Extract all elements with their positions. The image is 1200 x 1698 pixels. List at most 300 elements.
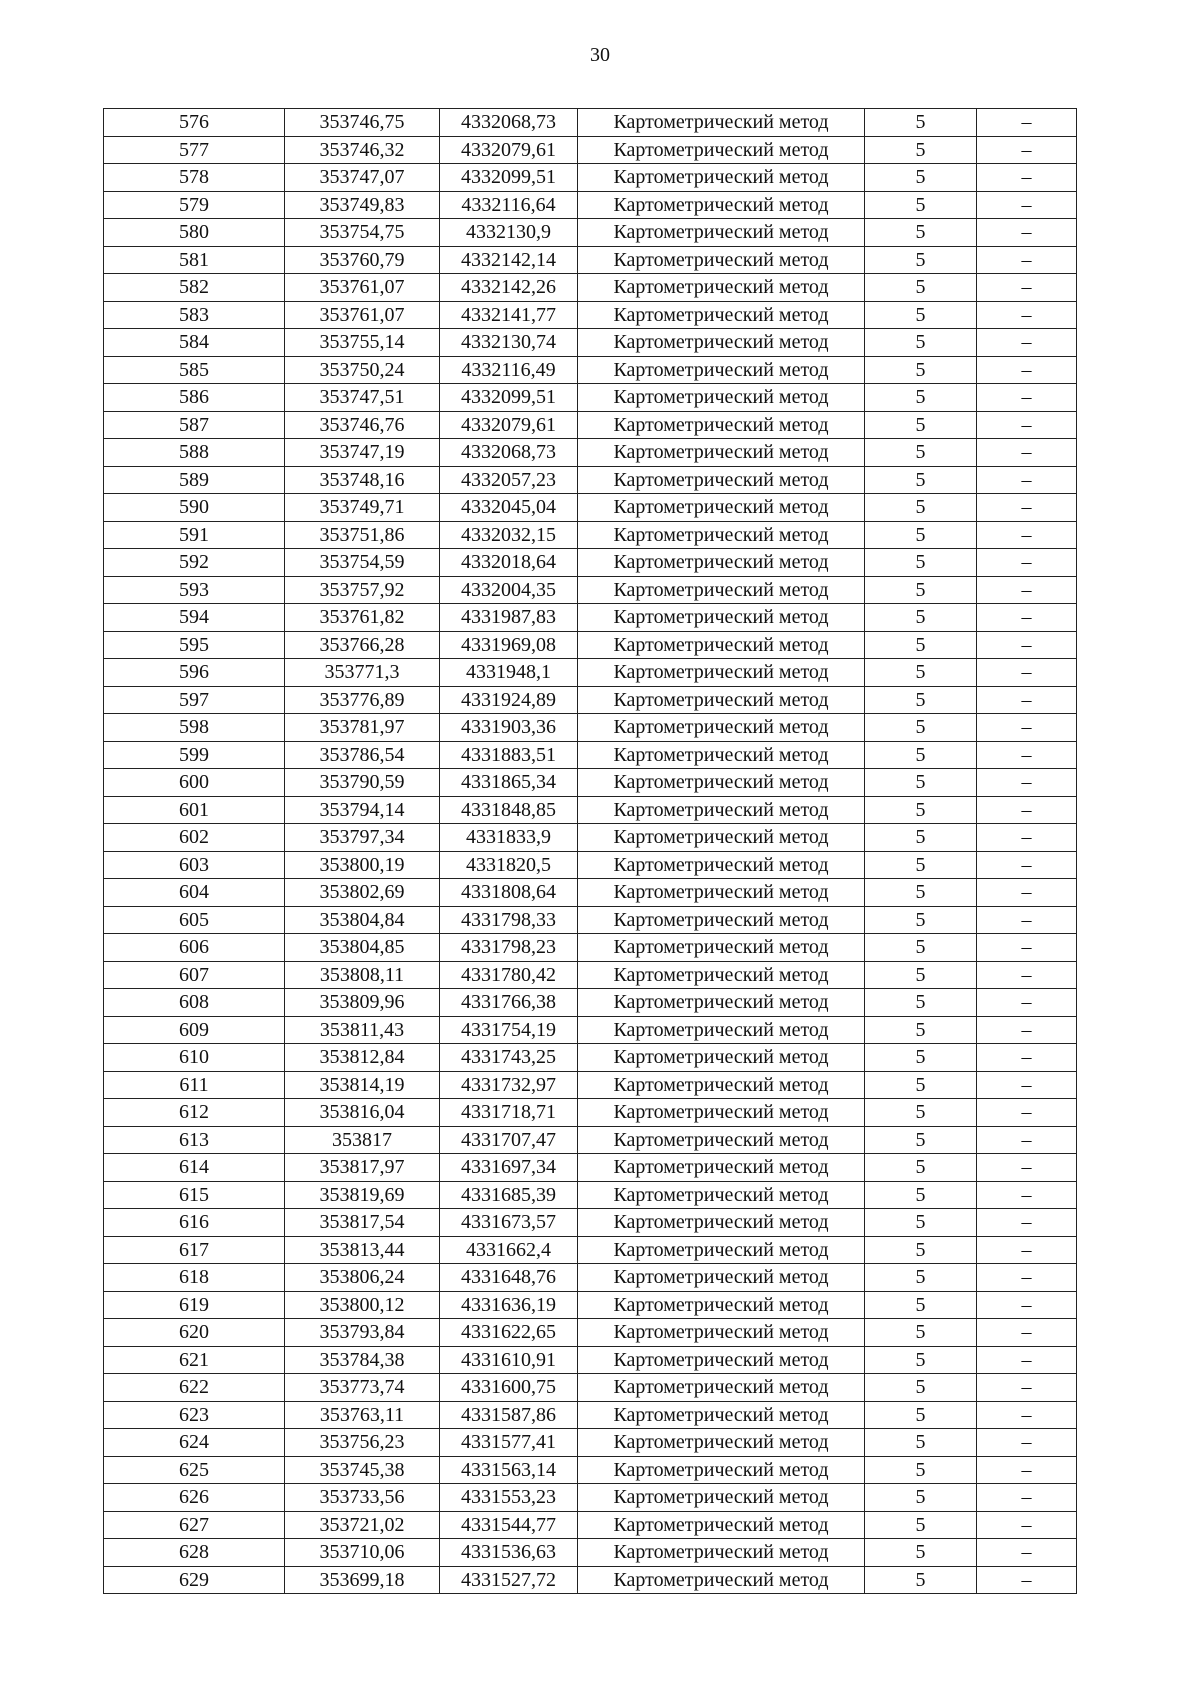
table-row xyxy=(104,109,1077,137)
x-coordinate-cell: 353808,11 xyxy=(285,961,440,989)
method-cell: Картометрический метод xyxy=(578,906,865,934)
table-row xyxy=(104,1319,1077,1347)
description-cell: – xyxy=(977,1511,1077,1539)
point-number-cell: 597 xyxy=(104,686,285,714)
y-coordinate-cell: 4331780,42 xyxy=(440,961,578,989)
accuracy-cell: 5 xyxy=(865,1511,977,1539)
method-cell: Картометрический метод xyxy=(578,659,865,687)
method-cell: Картометрический метод xyxy=(578,356,865,384)
point-number-cell: 607 xyxy=(104,961,285,989)
description-cell: – xyxy=(977,466,1077,494)
accuracy-cell: 5 xyxy=(865,549,977,577)
x-coordinate-cell: 353786,54 xyxy=(285,741,440,769)
y-coordinate-cell: 4331732,97 xyxy=(440,1071,578,1099)
point-number-cell: 610 xyxy=(104,1044,285,1072)
description-cell: – xyxy=(977,769,1077,797)
y-coordinate-cell: 4331987,83 xyxy=(440,604,578,632)
point-number-cell: 612 xyxy=(104,1099,285,1127)
y-coordinate-cell: 4331648,76 xyxy=(440,1264,578,1292)
accuracy-cell: 5 xyxy=(865,466,977,494)
point-number-cell: 588 xyxy=(104,439,285,467)
point-number-cell: 624 xyxy=(104,1429,285,1457)
table-row xyxy=(104,1346,1077,1374)
method-cell: Картометрический метод xyxy=(578,631,865,659)
method-cell: Картометрический метод xyxy=(578,1566,865,1594)
table-row xyxy=(104,329,1077,357)
y-coordinate-cell: 4331833,9 xyxy=(440,824,578,852)
y-coordinate-cell: 4331848,85 xyxy=(440,796,578,824)
description-cell: – xyxy=(977,824,1077,852)
point-number-cell: 601 xyxy=(104,796,285,824)
y-coordinate-cell: 4331600,75 xyxy=(440,1374,578,1402)
table-row xyxy=(104,1566,1077,1594)
table-row xyxy=(104,769,1077,797)
y-coordinate-cell: 4331577,41 xyxy=(440,1429,578,1457)
y-coordinate-cell: 4331808,64 xyxy=(440,879,578,907)
x-coordinate-cell: 353809,96 xyxy=(285,989,440,1017)
point-number-cell: 599 xyxy=(104,741,285,769)
description-cell: – xyxy=(977,1374,1077,1402)
point-number-cell: 580 xyxy=(104,219,285,247)
accuracy-cell: 5 xyxy=(865,989,977,1017)
description-cell: – xyxy=(977,1181,1077,1209)
accuracy-cell: 5 xyxy=(865,246,977,274)
description-cell: – xyxy=(977,714,1077,742)
point-number-cell: 615 xyxy=(104,1181,285,1209)
y-coordinate-cell: 4331883,51 xyxy=(440,741,578,769)
x-coordinate-cell: 353812,84 xyxy=(285,1044,440,1072)
y-coordinate-cell: 4331697,34 xyxy=(440,1154,578,1182)
accuracy-cell: 5 xyxy=(865,494,977,522)
table-row xyxy=(104,191,1077,219)
method-cell: Картометрический метод xyxy=(578,466,865,494)
method-cell: Картометрический метод xyxy=(578,714,865,742)
description-cell: – xyxy=(977,796,1077,824)
y-coordinate-cell: 4332045,04 xyxy=(440,494,578,522)
method-cell: Картометрический метод xyxy=(578,604,865,632)
accuracy-cell: 5 xyxy=(865,576,977,604)
table-row xyxy=(104,934,1077,962)
description-cell: – xyxy=(977,686,1077,714)
description-cell: – xyxy=(977,1209,1077,1237)
x-coordinate-cell: 353797,34 xyxy=(285,824,440,852)
table-row xyxy=(104,1511,1077,1539)
x-coordinate-cell: 353817 xyxy=(285,1126,440,1154)
x-coordinate-cell: 353761,07 xyxy=(285,301,440,329)
point-number-cell: 614 xyxy=(104,1154,285,1182)
table-row xyxy=(104,439,1077,467)
x-coordinate-cell: 353699,18 xyxy=(285,1566,440,1594)
description-cell: – xyxy=(977,246,1077,274)
accuracy-cell: 5 xyxy=(865,1209,977,1237)
x-coordinate-cell: 353784,38 xyxy=(285,1346,440,1374)
y-coordinate-cell: 4331610,91 xyxy=(440,1346,578,1374)
table-row xyxy=(104,604,1077,632)
description-cell: – xyxy=(977,906,1077,934)
method-cell: Картометрический метод xyxy=(578,851,865,879)
y-coordinate-cell: 4331673,57 xyxy=(440,1209,578,1237)
table-row xyxy=(104,1044,1077,1072)
point-number-cell: 622 xyxy=(104,1374,285,1402)
accuracy-cell: 5 xyxy=(865,1016,977,1044)
x-coordinate-cell: 353761,07 xyxy=(285,274,440,302)
x-coordinate-cell: 353747,19 xyxy=(285,439,440,467)
y-coordinate-cell: 4332142,26 xyxy=(440,274,578,302)
y-coordinate-cell: 4332116,49 xyxy=(440,356,578,384)
method-cell: Картометрический метод xyxy=(578,1264,865,1292)
accuracy-cell: 5 xyxy=(865,879,977,907)
table-row xyxy=(104,1456,1077,1484)
y-coordinate-cell: 4331718,71 xyxy=(440,1099,578,1127)
method-cell: Картометрический метод xyxy=(578,164,865,192)
method-cell: Картометрический метод xyxy=(578,1429,865,1457)
accuracy-cell: 5 xyxy=(865,1566,977,1594)
description-cell: – xyxy=(977,521,1077,549)
table-row xyxy=(104,164,1077,192)
x-coordinate-cell: 353817,54 xyxy=(285,1209,440,1237)
point-number-cell: 606 xyxy=(104,934,285,962)
table-row xyxy=(104,1016,1077,1044)
accuracy-cell: 5 xyxy=(865,769,977,797)
y-coordinate-cell: 4332004,35 xyxy=(440,576,578,604)
method-cell: Картометрический метод xyxy=(578,741,865,769)
table-row xyxy=(104,1484,1077,1512)
point-number-cell: 583 xyxy=(104,301,285,329)
y-coordinate-cell: 4331969,08 xyxy=(440,631,578,659)
table-row xyxy=(104,411,1077,439)
y-coordinate-cell: 4331754,19 xyxy=(440,1016,578,1044)
description-cell: – xyxy=(977,411,1077,439)
point-number-cell: 618 xyxy=(104,1264,285,1292)
point-number-cell: 590 xyxy=(104,494,285,522)
accuracy-cell: 5 xyxy=(865,604,977,632)
y-coordinate-cell: 4331743,25 xyxy=(440,1044,578,1072)
accuracy-cell: 5 xyxy=(865,521,977,549)
y-coordinate-cell: 4331587,86 xyxy=(440,1401,578,1429)
table-row xyxy=(104,1374,1077,1402)
page-number: 30 xyxy=(590,44,610,66)
accuracy-cell: 5 xyxy=(865,1071,977,1099)
point-number-cell: 581 xyxy=(104,246,285,274)
method-cell: Картометрический метод xyxy=(578,1484,865,1512)
accuracy-cell: 5 xyxy=(865,714,977,742)
accuracy-cell: 5 xyxy=(865,1346,977,1374)
method-cell: Картометрический метод xyxy=(578,1209,865,1237)
x-coordinate-cell: 353754,75 xyxy=(285,219,440,247)
x-coordinate-cell: 353804,85 xyxy=(285,934,440,962)
table-row xyxy=(104,246,1077,274)
x-coordinate-cell: 353800,19 xyxy=(285,851,440,879)
y-coordinate-cell: 4331544,77 xyxy=(440,1511,578,1539)
x-coordinate-cell: 353755,14 xyxy=(285,329,440,357)
point-number-cell: 595 xyxy=(104,631,285,659)
method-cell: Картометрический метод xyxy=(578,136,865,164)
x-coordinate-cell: 353750,24 xyxy=(285,356,440,384)
x-coordinate-cell: 353817,97 xyxy=(285,1154,440,1182)
y-coordinate-cell: 4331685,39 xyxy=(440,1181,578,1209)
accuracy-cell: 5 xyxy=(865,1456,977,1484)
y-coordinate-cell: 4331924,89 xyxy=(440,686,578,714)
x-coordinate-cell: 353745,38 xyxy=(285,1456,440,1484)
x-coordinate-cell: 353800,12 xyxy=(285,1291,440,1319)
point-number-cell: 627 xyxy=(104,1511,285,1539)
point-number-cell: 577 xyxy=(104,136,285,164)
method-cell: Картометрический метод xyxy=(578,439,865,467)
method-cell: Картометрический метод xyxy=(578,1319,865,1347)
table-row xyxy=(104,549,1077,577)
accuracy-cell: 5 xyxy=(865,219,977,247)
point-number-cell: 596 xyxy=(104,659,285,687)
point-number-cell: 609 xyxy=(104,1016,285,1044)
accuracy-cell: 5 xyxy=(865,136,977,164)
x-coordinate-cell: 353754,59 xyxy=(285,549,440,577)
y-coordinate-cell: 4331948,1 xyxy=(440,659,578,687)
method-cell: Картометрический метод xyxy=(578,576,865,604)
description-cell: – xyxy=(977,384,1077,412)
y-coordinate-cell: 4332079,61 xyxy=(440,411,578,439)
y-coordinate-cell: 4332142,14 xyxy=(440,246,578,274)
method-cell: Картометрический метод xyxy=(578,301,865,329)
y-coordinate-cell: 4332130,74 xyxy=(440,329,578,357)
point-number-cell: 594 xyxy=(104,604,285,632)
x-coordinate-cell: 353763,11 xyxy=(285,1401,440,1429)
y-coordinate-cell: 4331798,23 xyxy=(440,934,578,962)
y-coordinate-cell: 4332116,64 xyxy=(440,191,578,219)
point-number-cell: 628 xyxy=(104,1539,285,1567)
description-cell: – xyxy=(977,1291,1077,1319)
description-cell: – xyxy=(977,604,1077,632)
description-cell: – xyxy=(977,1016,1077,1044)
table-row xyxy=(104,1429,1077,1457)
method-cell: Картометрический метод xyxy=(578,521,865,549)
x-coordinate-cell: 353756,23 xyxy=(285,1429,440,1457)
table-row xyxy=(104,686,1077,714)
method-cell: Картометрический метод xyxy=(578,246,865,274)
point-number-cell: 602 xyxy=(104,824,285,852)
accuracy-cell: 5 xyxy=(865,934,977,962)
method-cell: Картометрический метод xyxy=(578,824,865,852)
y-coordinate-cell: 4331636,19 xyxy=(440,1291,578,1319)
x-coordinate-cell: 353806,24 xyxy=(285,1264,440,1292)
table-row xyxy=(104,796,1077,824)
x-coordinate-cell: 353733,56 xyxy=(285,1484,440,1512)
table-row xyxy=(104,1154,1077,1182)
point-number-cell: 591 xyxy=(104,521,285,549)
table-row xyxy=(104,1401,1077,1429)
description-cell: – xyxy=(977,1456,1077,1484)
table-row xyxy=(104,961,1077,989)
y-coordinate-cell: 4332057,23 xyxy=(440,466,578,494)
description-cell: – xyxy=(977,1401,1077,1429)
description-cell: – xyxy=(977,1484,1077,1512)
description-cell: – xyxy=(977,631,1077,659)
x-coordinate-cell: 353760,79 xyxy=(285,246,440,274)
point-number-cell: 582 xyxy=(104,274,285,302)
table-body xyxy=(104,109,1077,1594)
y-coordinate-cell: 4332099,51 xyxy=(440,164,578,192)
accuracy-cell: 5 xyxy=(865,439,977,467)
accuracy-cell: 5 xyxy=(865,1429,977,1457)
accuracy-cell: 5 xyxy=(865,686,977,714)
description-cell: – xyxy=(977,219,1077,247)
y-coordinate-cell: 4331536,63 xyxy=(440,1539,578,1567)
method-cell: Картометрический метод xyxy=(578,1154,865,1182)
method-cell: Картометрический метод xyxy=(578,1181,865,1209)
x-coordinate-cell: 353747,51 xyxy=(285,384,440,412)
accuracy-cell: 5 xyxy=(865,1181,977,1209)
point-number-cell: 613 xyxy=(104,1126,285,1154)
description-cell: – xyxy=(977,1346,1077,1374)
accuracy-cell: 5 xyxy=(865,411,977,439)
method-cell: Картометрический метод xyxy=(578,1236,865,1264)
table-row xyxy=(104,1099,1077,1127)
x-coordinate-cell: 353746,76 xyxy=(285,411,440,439)
table-row xyxy=(104,301,1077,329)
y-coordinate-cell: 4331662,4 xyxy=(440,1236,578,1264)
x-coordinate-cell: 353751,86 xyxy=(285,521,440,549)
y-coordinate-cell: 4331527,72 xyxy=(440,1566,578,1594)
x-coordinate-cell: 353811,43 xyxy=(285,1016,440,1044)
table-row xyxy=(104,1236,1077,1264)
description-cell: – xyxy=(977,1044,1077,1072)
point-number-cell: 604 xyxy=(104,879,285,907)
point-number-cell: 578 xyxy=(104,164,285,192)
method-cell: Картометрический метод xyxy=(578,686,865,714)
x-coordinate-cell: 353804,84 xyxy=(285,906,440,934)
description-cell: – xyxy=(977,1071,1077,1099)
x-coordinate-cell: 353757,92 xyxy=(285,576,440,604)
accuracy-cell: 5 xyxy=(865,191,977,219)
y-coordinate-cell: 4332099,51 xyxy=(440,384,578,412)
y-coordinate-cell: 4332079,61 xyxy=(440,136,578,164)
y-coordinate-cell: 4331707,47 xyxy=(440,1126,578,1154)
y-coordinate-cell: 4331563,14 xyxy=(440,1456,578,1484)
method-cell: Картометрический метод xyxy=(578,274,865,302)
description-cell: – xyxy=(977,356,1077,384)
description-cell: – xyxy=(977,1126,1077,1154)
y-coordinate-cell: 4332068,73 xyxy=(440,439,578,467)
method-cell: Картометрический метод xyxy=(578,1456,865,1484)
accuracy-cell: 5 xyxy=(865,109,977,137)
table-row xyxy=(104,714,1077,742)
method-cell: Картометрический метод xyxy=(578,1099,865,1127)
point-number-cell: 620 xyxy=(104,1319,285,1347)
x-coordinate-cell: 353747,07 xyxy=(285,164,440,192)
accuracy-cell: 5 xyxy=(865,1401,977,1429)
method-cell: Картометрический метод xyxy=(578,1016,865,1044)
table-row xyxy=(104,521,1077,549)
table-row xyxy=(104,906,1077,934)
y-coordinate-cell: 4332141,77 xyxy=(440,301,578,329)
point-number-cell: 611 xyxy=(104,1071,285,1099)
description-cell: – xyxy=(977,164,1077,192)
table-row xyxy=(104,1126,1077,1154)
method-cell: Картометрический метод xyxy=(578,549,865,577)
x-coordinate-cell: 353802,69 xyxy=(285,879,440,907)
accuracy-cell: 5 xyxy=(865,659,977,687)
accuracy-cell: 5 xyxy=(865,1236,977,1264)
y-coordinate-cell: 4331766,38 xyxy=(440,989,578,1017)
x-coordinate-cell: 353776,89 xyxy=(285,686,440,714)
method-cell: Картометрический метод xyxy=(578,109,865,137)
point-number-cell: 608 xyxy=(104,989,285,1017)
description-cell: – xyxy=(977,1099,1077,1127)
table-row xyxy=(104,466,1077,494)
point-number-cell: 593 xyxy=(104,576,285,604)
method-cell: Картометрический метод xyxy=(578,219,865,247)
method-cell: Картометрический метод xyxy=(578,411,865,439)
method-cell: Картометрический метод xyxy=(578,1346,865,1374)
description-cell: – xyxy=(977,1236,1077,1264)
accuracy-cell: 5 xyxy=(865,384,977,412)
method-cell: Картометрический метод xyxy=(578,191,865,219)
method-cell: Картометрический метод xyxy=(578,494,865,522)
table-row xyxy=(104,879,1077,907)
accuracy-cell: 5 xyxy=(865,356,977,384)
table-row xyxy=(104,274,1077,302)
description-cell: – xyxy=(977,191,1077,219)
description-cell: – xyxy=(977,1539,1077,1567)
point-number-cell: 629 xyxy=(104,1566,285,1594)
description-cell: – xyxy=(977,659,1077,687)
description-cell: – xyxy=(977,1319,1077,1347)
method-cell: Картометрический метод xyxy=(578,329,865,357)
x-coordinate-cell: 353813,44 xyxy=(285,1236,440,1264)
x-coordinate-cell: 353761,82 xyxy=(285,604,440,632)
description-cell: – xyxy=(977,989,1077,1017)
description-cell: – xyxy=(977,301,1077,329)
description-cell: – xyxy=(977,439,1077,467)
point-number-cell: 623 xyxy=(104,1401,285,1429)
table-row xyxy=(104,356,1077,384)
description-cell: – xyxy=(977,879,1077,907)
accuracy-cell: 5 xyxy=(865,1374,977,1402)
accuracy-cell: 5 xyxy=(865,1126,977,1154)
accuracy-cell: 5 xyxy=(865,961,977,989)
description-cell: – xyxy=(977,851,1077,879)
table-row xyxy=(104,824,1077,852)
method-cell: Картометрический метод xyxy=(578,1374,865,1402)
x-coordinate-cell: 353819,69 xyxy=(285,1181,440,1209)
accuracy-cell: 5 xyxy=(865,796,977,824)
table-row xyxy=(104,1181,1077,1209)
y-coordinate-cell: 4331622,65 xyxy=(440,1319,578,1347)
point-number-cell: 598 xyxy=(104,714,285,742)
point-number-cell: 585 xyxy=(104,356,285,384)
description-cell: – xyxy=(977,1566,1077,1594)
description-cell: – xyxy=(977,934,1077,962)
table-row xyxy=(104,1264,1077,1292)
point-number-cell: 579 xyxy=(104,191,285,219)
x-coordinate-cell: 353793,84 xyxy=(285,1319,440,1347)
y-coordinate-cell: 4331865,34 xyxy=(440,769,578,797)
point-number-cell: 621 xyxy=(104,1346,285,1374)
table-row xyxy=(104,1539,1077,1567)
method-cell: Картометрический метод xyxy=(578,879,865,907)
x-coordinate-cell: 353766,28 xyxy=(285,631,440,659)
x-coordinate-cell: 353746,75 xyxy=(285,109,440,137)
x-coordinate-cell: 353721,02 xyxy=(285,1511,440,1539)
x-coordinate-cell: 353781,97 xyxy=(285,714,440,742)
table-row xyxy=(104,1071,1077,1099)
table-row xyxy=(104,384,1077,412)
point-number-cell: 619 xyxy=(104,1291,285,1319)
x-coordinate-cell: 353816,04 xyxy=(285,1099,440,1127)
table-row xyxy=(104,989,1077,1017)
method-cell: Картометрический метод xyxy=(578,934,865,962)
point-number-cell: 617 xyxy=(104,1236,285,1264)
y-coordinate-cell: 4331820,5 xyxy=(440,851,578,879)
